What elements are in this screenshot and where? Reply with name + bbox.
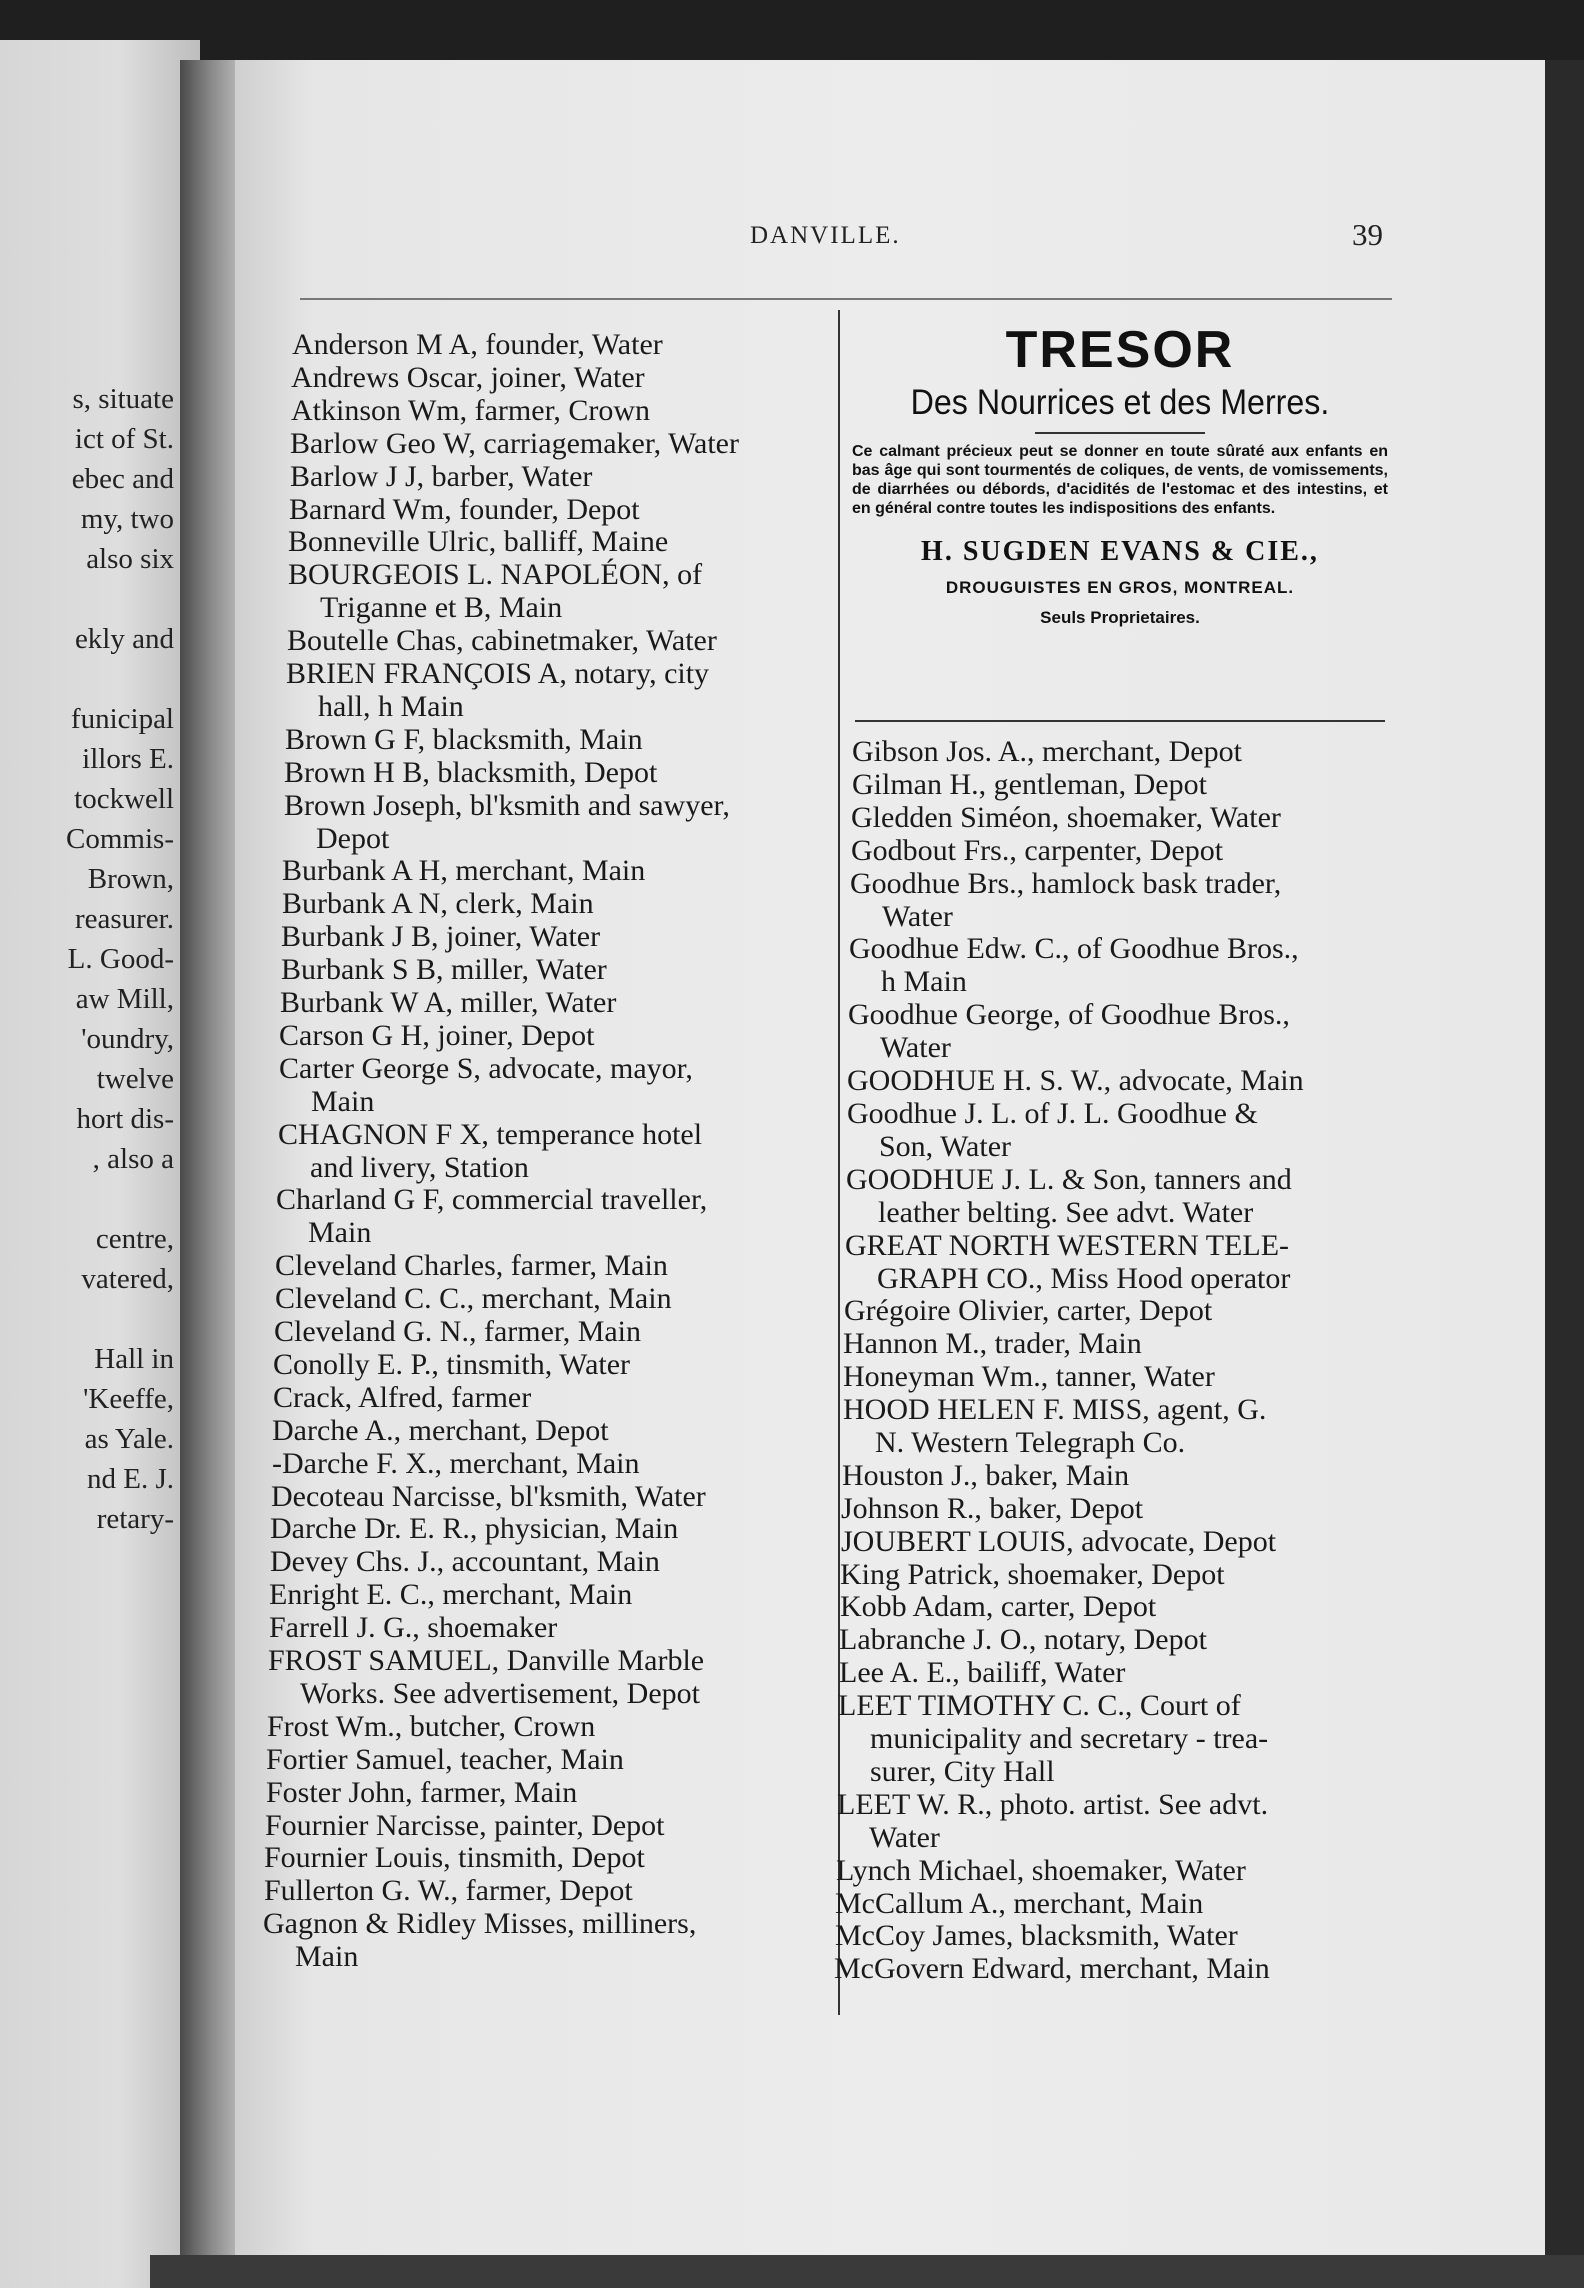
entry-continuation: Main	[311, 1085, 375, 1118]
advert-body: Ce calmant précieux peut se donner en toute sûraté aux enfants en bas âge qui sont tourmentés de coliques, de vents, de vomissements, de diarrhées ou débords, d'acidités de l'estomac et des intestins, et en général contre toutes les indispositions des enfants.	[852, 443, 1388, 517]
directory-entry	[292, 328, 663, 361]
facing-page-text: my, two	[80, 503, 174, 535]
directory-entry	[290, 460, 592, 493]
directory-entry	[265, 1809, 665, 1842]
entry-text: JOUBERT LOUIS, advocate, Depot	[841, 1525, 1277, 1558]
directory-entry	[275, 1249, 668, 1282]
entry-continuation: Triganne et B, Main	[320, 591, 563, 624]
directory-entry	[840, 1590, 1156, 1623]
directory-entry	[852, 735, 1242, 768]
advert-firm: H. SUGDEN EVANS & CIE.,	[921, 536, 1319, 567]
facing-page-text: Commis-	[66, 823, 174, 855]
page-edge-shadow	[1545, 60, 1584, 2288]
directory-entry	[275, 1282, 672, 1315]
entry-text: Goodhue Edw. C., of Goodhue Bros.,	[849, 932, 1299, 965]
entry-text: LEET TIMOTHY C. C., Court of	[838, 1689, 1241, 1722]
entry-text: Gagnon & Ridley Misses, milliners,	[263, 1907, 697, 1940]
directory-entry	[851, 834, 1223, 867]
entry-text: Darche Dr. E. R., physician, Main	[270, 1512, 679, 1545]
entry-text: Atkinson Wm, farmer, Crown	[291, 394, 651, 427]
directory-entry	[267, 1710, 595, 1743]
directory-entry	[269, 1611, 557, 1644]
facing-page-text: Hall in	[94, 1343, 174, 1375]
directory-entry	[835, 1919, 1238, 1952]
entry-text: FROST SAMUEL, Danville Marble	[268, 1644, 705, 1677]
directory-entry	[263, 1907, 696, 1973]
entry-text: Gledden Siméon, shoemaker, Water	[851, 801, 1281, 834]
advert-bottom-rule	[855, 720, 1385, 722]
entry-text: Gibson Jos. A., merchant, Depot	[852, 735, 1242, 768]
directory-entry	[290, 427, 739, 460]
facing-page-text: ekly and	[74, 623, 174, 655]
facing-page-text: vatered,	[81, 1263, 174, 1295]
entry-continuation: leather belting. See advt. Water	[878, 1196, 1254, 1229]
directory-entry	[288, 525, 668, 558]
entry-text: McCallum A., merchant, Main	[835, 1887, 1204, 1920]
entry-continuation: Main	[308, 1216, 372, 1249]
entry-text: Decoteau Narcisse, bl'ksmith, Water	[271, 1480, 706, 1513]
entry-continuation: and livery, Station	[310, 1151, 529, 1184]
entry-text: Goodhue George, of Goodhue Bros.,	[848, 998, 1290, 1031]
entry-text: Charland G F, commercial traveller,	[276, 1183, 708, 1216]
directory-entry	[291, 361, 645, 394]
entry-continuation: municipality and secretary - trea-	[870, 1722, 1269, 1755]
entry-text: Gilman H., gentleman, Depot	[852, 768, 1207, 801]
tresor-advertisement	[848, 320, 1392, 628]
directory-entry	[839, 1623, 1207, 1656]
entry-text: Grégoire Olivier, carter, Depot	[844, 1294, 1213, 1327]
facing-page-text: ebec and	[71, 463, 174, 495]
entry-text: McGovern Edward, merchant, Main	[834, 1952, 1270, 1985]
entry-text: -Darche F. X., merchant, Main	[272, 1447, 640, 1480]
entry-text: Carson G H, joiner, Depot	[279, 1019, 595, 1052]
directory-entry	[270, 1512, 678, 1545]
directory-entry	[279, 1052, 693, 1118]
entry-continuation: Water	[869, 1821, 940, 1854]
entry-text: Brown Joseph, bl'ksmith and sawyer,	[284, 789, 730, 822]
directory-entry	[272, 1447, 639, 1480]
facing-page-text: funicipal	[70, 703, 174, 735]
entry-text: Burbank W A, miller, Water	[280, 986, 617, 1019]
entry-text: Hannon M., trader, Main	[843, 1327, 1142, 1360]
directory-entry	[274, 1315, 641, 1348]
entry-text: Labranche J. O., notary, Depot	[839, 1623, 1207, 1656]
directory-entry	[284, 789, 730, 855]
directory-entry	[281, 953, 607, 986]
entry-text: Darche A., merchant, Depot	[272, 1414, 609, 1447]
entry-text: LEET W. R., photo. artist. See advt.	[837, 1788, 1269, 1821]
entry-continuation: Depot	[316, 822, 390, 855]
facing-page-text: reasurer.	[74, 903, 174, 935]
entry-text: Goodhue J. L. of J. L. Goodhue &	[847, 1097, 1258, 1130]
directory-entry	[282, 887, 594, 920]
facing-page-edge	[0, 40, 200, 2288]
entry-continuation: Water	[880, 1031, 951, 1064]
directory-entry	[843, 1393, 1266, 1459]
directory-entry	[848, 998, 1290, 1064]
directory-entry	[837, 1788, 1268, 1854]
directory-entry	[847, 1097, 1258, 1163]
directory-entry	[271, 1480, 706, 1513]
directory-entry	[834, 1952, 1270, 1985]
advert-subtitle: Des Nourrices et des Merres.	[910, 383, 1330, 422]
entry-text: Houston J., baker, Main	[842, 1459, 1130, 1492]
entry-text: Carter George S, advocate, mayor,	[279, 1052, 693, 1085]
entry-text: Barnard Wm, founder, Depot	[289, 493, 640, 526]
entry-text: McCoy James, blacksmith, Water	[835, 1919, 1238, 1952]
entry-text: CHAGNON F X, temperance hotel	[278, 1118, 703, 1151]
facing-page-text: also six	[86, 543, 174, 575]
directory-entry	[287, 624, 717, 657]
directory-entry	[268, 1644, 704, 1710]
entry-text: Brown G F, blacksmith, Main	[285, 723, 643, 756]
directory-entry	[264, 1841, 645, 1874]
entry-text: Kobb Adam, carter, Depot	[840, 1590, 1157, 1623]
facing-page-text: illors E.	[82, 743, 174, 775]
entry-text: BRIEN FRANÇOIS A, notary, city	[286, 657, 710, 690]
entry-text: GREAT NORTH WESTERN TELE-	[845, 1229, 1290, 1262]
facing-page-text: as Yale.	[84, 1423, 174, 1455]
entry-continuation: Works. See advertisement, Depot	[300, 1677, 700, 1710]
advert-rule	[1035, 432, 1205, 434]
facing-page-text: nd E. J.	[87, 1463, 174, 1495]
directory-entry	[852, 768, 1207, 801]
directory-entry	[289, 493, 640, 526]
entry-text: Brown H B, blacksmith, Depot	[284, 756, 658, 789]
entry-text: Goodhue Brs., hamlock bask trader,	[850, 867, 1282, 900]
directory-entry	[840, 1558, 1225, 1591]
entry-text: Foster John, farmer, Main	[266, 1776, 578, 1809]
directory-entry	[842, 1459, 1129, 1492]
directory-entry	[846, 1163, 1292, 1229]
entry-text: Burbank A N, clerk, Main	[282, 887, 594, 920]
directory-entry	[282, 854, 645, 887]
entry-text: Johnson R., baker, Depot	[841, 1492, 1144, 1525]
entry-continuation: surer, City Hall	[870, 1755, 1055, 1788]
directory-entry	[849, 932, 1299, 998]
directory-entry	[844, 1294, 1212, 1327]
directory-entry	[841, 1492, 1143, 1525]
entry-text: Farrell J. G., shoemaker	[269, 1611, 558, 1644]
entry-text: Conolly E. P., tinsmith, Water	[273, 1348, 631, 1381]
directory-entry	[288, 558, 702, 624]
entry-text: Devey Chs. J., accountant, Main	[270, 1545, 660, 1578]
entry-text: Crack, Alfred, farmer	[273, 1381, 532, 1414]
page-number: 39	[1352, 217, 1383, 252]
directory-entry	[847, 1064, 1304, 1097]
facing-page-text: Brown,	[87, 863, 174, 895]
entry-text: Boutelle Chas, cabinetmaker, Water	[287, 624, 717, 657]
directory-entry	[281, 920, 600, 953]
entry-continuation: Main	[295, 1940, 359, 1973]
directory-entry	[291, 394, 650, 427]
directory-entry	[835, 1887, 1203, 1920]
entry-text: BOURGEOIS L. NAPOLÉON, of	[288, 558, 703, 591]
entry-continuation: Water	[882, 900, 953, 933]
entry-text: Fullerton G. W., farmer, Depot	[264, 1874, 633, 1907]
entry-text: King Patrick, shoemaker, Depot	[840, 1558, 1225, 1591]
facing-page-text: s, situate	[72, 383, 174, 415]
directory-entry	[278, 1118, 702, 1184]
directory-entry	[270, 1545, 660, 1578]
directory-entry	[273, 1381, 531, 1414]
entry-text: Honeyman Wm., tanner, Water	[843, 1360, 1215, 1393]
directory-entry	[841, 1525, 1276, 1558]
entry-continuation: N. Western Telegraph Co.	[875, 1426, 1186, 1459]
entry-text: Burbank S B, miller, Water	[281, 953, 607, 986]
advert-owners: Seuls Proprietaires.	[1040, 608, 1200, 627]
directory-entry	[273, 1348, 630, 1381]
entry-text: Lynch Michael, shoemaker, Water	[836, 1854, 1246, 1887]
running-head: DANVILLE.	[750, 222, 901, 249]
entry-text: GOODHUE H. S. W., advocate, Main	[847, 1064, 1304, 1097]
entry-continuation: GRAPH CO., Miss Hood operator	[877, 1262, 1291, 1295]
advert-title: TRESOR	[1005, 321, 1235, 379]
entry-text: Fortier Samuel, teacher, Main	[266, 1743, 624, 1776]
entry-continuation: h Main	[881, 965, 967, 998]
directory-entry	[272, 1414, 609, 1447]
directory-entry	[284, 756, 657, 789]
entry-text: Andrews Oscar, joiner, Water	[291, 361, 645, 394]
facing-page-text: aw Mill,	[75, 983, 174, 1015]
entry-text: Cleveland C. C., merchant, Main	[275, 1282, 672, 1315]
facing-page-text: , also a	[92, 1143, 174, 1175]
facing-page-text: L. Good-	[67, 943, 174, 975]
entry-text: Fournier Narcisse, painter, Depot	[265, 1809, 665, 1842]
facing-page-text: 'Keeffe,	[83, 1383, 174, 1415]
advert-location: DROUGUISTES EN GROS, MONTREAL.	[945, 578, 1295, 597]
entry-text: Barlow Geo W, carriagemaker, Water	[290, 427, 739, 460]
entry-text: Burbank J B, joiner, Water	[281, 920, 601, 953]
facing-page-text: retary-	[96, 1503, 174, 1535]
directory-entry	[838, 1689, 1268, 1788]
facing-page-text: hort dis-	[76, 1103, 174, 1135]
directory-entry	[266, 1743, 624, 1776]
entry-continuation: Son, Water	[879, 1130, 1012, 1163]
entry-text: Cleveland G. N., farmer, Main	[274, 1315, 642, 1348]
directory-entry	[843, 1327, 1142, 1360]
facing-page-text: 'oundry,	[81, 1023, 174, 1055]
entry-text: Barlow J J, barber, Water	[290, 460, 593, 493]
directory-entry	[843, 1360, 1215, 1393]
directory-entry	[286, 657, 709, 723]
entry-text: Cleveland Charles, farmer, Main	[275, 1249, 668, 1282]
directory-entry	[264, 1874, 633, 1907]
directory-entry	[269, 1578, 632, 1611]
directory-entry	[280, 986, 616, 1019]
page-bottom-shadow	[150, 2255, 1584, 2288]
facing-page-text: tockwell	[74, 783, 174, 815]
entry-text: Fournier Louis, tinsmith, Depot	[264, 1841, 645, 1874]
header-rule	[300, 298, 1392, 300]
directory-entry	[836, 1854, 1246, 1887]
entry-text: HOOD HELEN F. MISS, agent, G.	[843, 1393, 1267, 1426]
entry-text: GOODHUE J. L. & Son, tanners and	[846, 1163, 1292, 1196]
directory-entry	[851, 801, 1281, 834]
directory-entry	[839, 1656, 1125, 1689]
directory-entry	[276, 1183, 707, 1249]
facing-page-text: centre,	[95, 1223, 174, 1255]
directory-entry	[285, 723, 643, 756]
directory-entry	[850, 867, 1281, 933]
facing-page-text: ict of St.	[74, 423, 174, 455]
directory-entry	[845, 1229, 1290, 1295]
entry-text: Anderson M A, founder, Water	[292, 328, 663, 361]
entry-text: Lee A. E., bailiff, Water	[839, 1656, 1126, 1689]
facing-page-text: twelve	[96, 1063, 174, 1095]
entry-text: Enright E. C., merchant, Main	[269, 1578, 633, 1611]
entry-text: Godbout Frs., carpenter, Depot	[851, 834, 1224, 867]
directory-entry	[266, 1776, 577, 1809]
entry-text: Frost Wm., butcher, Crown	[267, 1710, 596, 1743]
entry-continuation: hall, h Main	[318, 690, 464, 723]
entry-text: Burbank A H, merchant, Main	[282, 854, 646, 887]
entry-text: Bonneville Ulric, balliff, Maine	[288, 525, 669, 558]
directory-entry	[279, 1019, 594, 1052]
